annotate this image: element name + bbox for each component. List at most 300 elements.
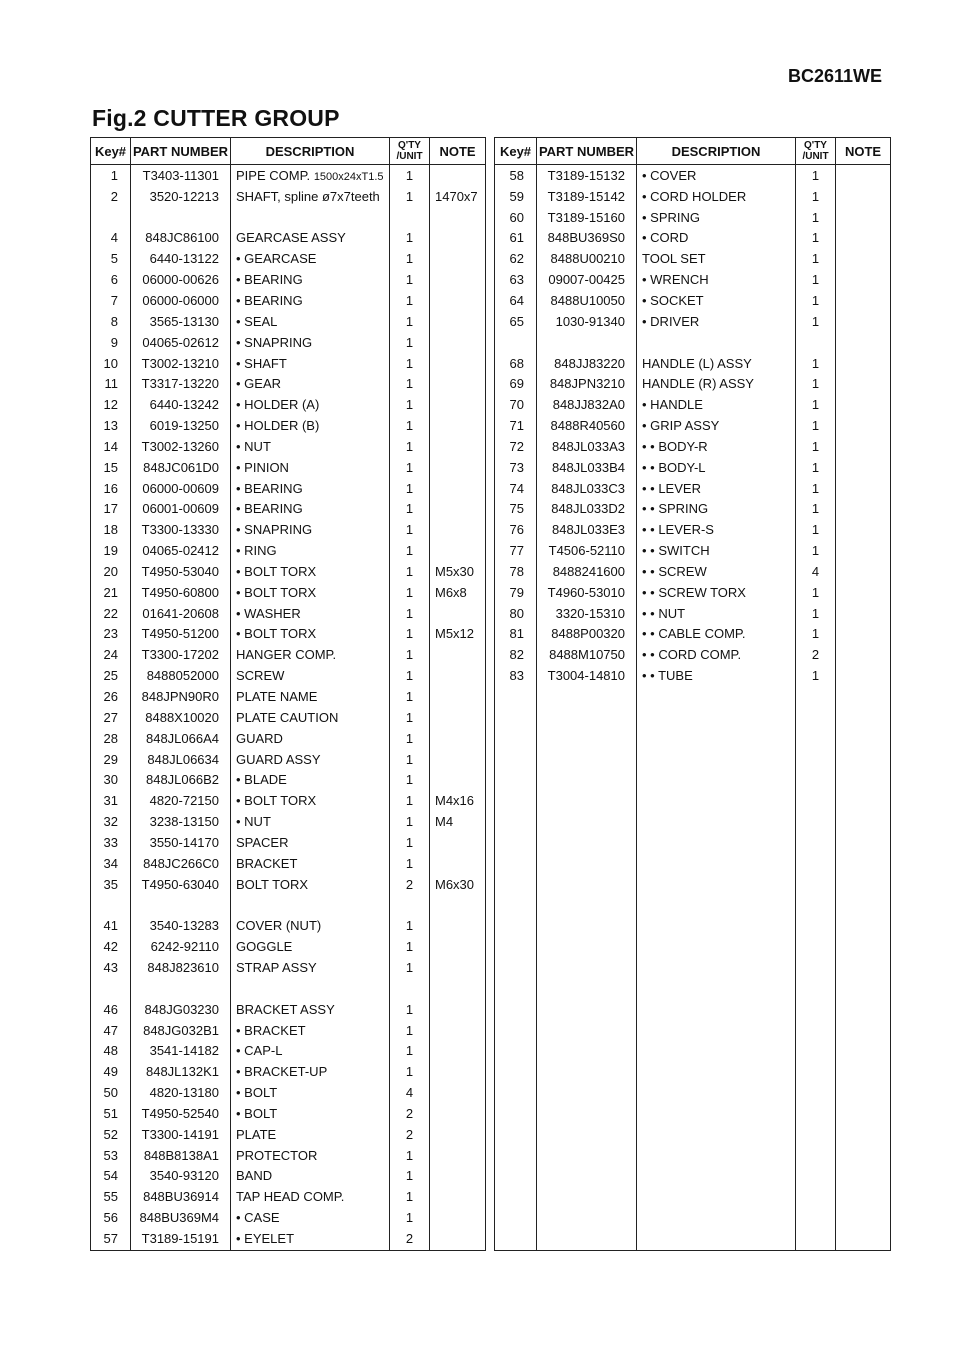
- description-cell: HANGER COMP.: [231, 644, 390, 665]
- description-cell: [637, 978, 796, 999]
- part-number-cell: 848JJ83220: [537, 353, 637, 374]
- key-cell: 79: [495, 582, 537, 603]
- description-cell: • EYELET: [231, 1228, 390, 1249]
- note-cell: [430, 1040, 486, 1061]
- qty-cell: 1: [796, 499, 836, 520]
- description-cell: BOLT TORX: [231, 874, 390, 895]
- part-number-cell: [537, 1040, 637, 1061]
- note-cell: [836, 519, 891, 540]
- part-number-cell: [537, 874, 637, 895]
- key-cell: 4: [91, 228, 131, 249]
- note-cell: [836, 269, 891, 290]
- key-cell: 72: [495, 436, 537, 457]
- part-number-cell: [537, 769, 637, 790]
- table-row: [91, 832, 486, 853]
- part-number-cell: [131, 207, 231, 228]
- note-cell: [836, 874, 891, 895]
- qty-cell: [796, 686, 836, 707]
- header-key: Key#: [495, 138, 537, 165]
- qty-cell: [796, 1061, 836, 1082]
- note-cell: [430, 290, 486, 311]
- qty-cell: 1: [390, 499, 430, 520]
- key-cell: 65: [495, 311, 537, 332]
- table-row: [91, 332, 486, 353]
- table-row: [91, 978, 486, 999]
- qty-cell: 1: [390, 832, 430, 853]
- qty-cell: 1: [390, 1145, 430, 1166]
- key-cell: 29: [91, 749, 131, 770]
- note-cell: M5x30: [430, 561, 486, 582]
- key-cell: 42: [91, 936, 131, 957]
- table-row: [495, 1103, 891, 1124]
- table-row: [91, 915, 486, 936]
- note-cell: [430, 957, 486, 978]
- table-row: [91, 811, 486, 832]
- description-cell: PLATE NAME: [231, 686, 390, 707]
- note-cell: [430, 1103, 486, 1124]
- table-row: [91, 582, 486, 603]
- key-cell: [495, 769, 537, 790]
- table-row: [91, 749, 486, 770]
- part-number-cell: 8488M10750: [537, 644, 637, 665]
- note-cell: [430, 1061, 486, 1082]
- key-cell: [495, 1103, 537, 1124]
- table-row: [91, 624, 486, 645]
- qty-cell: 2: [390, 874, 430, 895]
- qty-cell: [796, 1186, 836, 1207]
- note-cell: [836, 436, 891, 457]
- note-cell: [836, 457, 891, 478]
- qty-cell: [796, 1207, 836, 1228]
- qty-cell: 1: [390, 790, 430, 811]
- qty-cell: 1: [796, 582, 836, 603]
- key-cell: 77: [495, 540, 537, 561]
- qty-cell: 1: [390, 540, 430, 561]
- note-cell: [836, 1082, 891, 1103]
- key-cell: 59: [495, 186, 537, 207]
- description-cell: • WRENCH: [637, 269, 796, 290]
- qty-cell: 1: [390, 665, 430, 686]
- description-cell: [637, 1166, 796, 1187]
- qty-cell: 2: [390, 1124, 430, 1145]
- part-number-cell: T3002-13260: [131, 436, 231, 457]
- qty-cell: 1: [796, 457, 836, 478]
- description-cell: [231, 207, 390, 228]
- part-number-cell: 848J823610: [131, 957, 231, 978]
- table-row: [495, 707, 891, 728]
- table-row: [91, 769, 486, 790]
- qty-cell: 4: [390, 1082, 430, 1103]
- note-cell: [430, 999, 486, 1020]
- table-row: [91, 1166, 486, 1187]
- description-cell: [637, 832, 796, 853]
- qty-cell: 1: [796, 540, 836, 561]
- part-number-cell: T4506-52110: [537, 540, 637, 561]
- note-cell: [836, 1207, 891, 1228]
- part-number-cell: [537, 999, 637, 1020]
- part-number-cell: [537, 1020, 637, 1041]
- key-cell: [495, 978, 537, 999]
- qty-cell: 1: [390, 769, 430, 790]
- edge-cell: [91, 1249, 131, 1251]
- header-key: Key#: [91, 138, 131, 165]
- note-cell: M4: [430, 811, 486, 832]
- key-cell: 74: [495, 478, 537, 499]
- qty-cell: 1: [390, 728, 430, 749]
- part-number-cell: [537, 1061, 637, 1082]
- key-cell: [91, 978, 131, 999]
- table-row: [495, 853, 891, 874]
- part-number-cell: 6242-92110: [131, 936, 231, 957]
- part-number-cell: 8488X10020: [131, 707, 231, 728]
- description-cell: • SEAL: [231, 311, 390, 332]
- note-cell: [836, 311, 891, 332]
- edge-cell: [430, 1249, 486, 1251]
- table-row: [495, 582, 891, 603]
- qty-cell: 1: [390, 957, 430, 978]
- key-cell: [495, 957, 537, 978]
- part-number-cell: 848JJ832A0: [537, 394, 637, 415]
- part-number-cell: [537, 1186, 637, 1207]
- qty-cell: 1: [390, 1207, 430, 1228]
- part-number-cell: 06001-00609: [131, 499, 231, 520]
- parts-table-right: [494, 137, 891, 1251]
- qty-cell: 1: [390, 644, 430, 665]
- part-number-cell: [537, 332, 637, 353]
- key-cell: [91, 207, 131, 228]
- table-row: [91, 1020, 486, 1041]
- description-cell: • • SPRING: [637, 499, 796, 520]
- key-cell: [495, 936, 537, 957]
- key-cell: 34: [91, 853, 131, 874]
- qty-cell: [796, 1124, 836, 1145]
- part-number-cell: 3238-13150: [131, 811, 231, 832]
- table-row: [495, 519, 891, 540]
- note-cell: [430, 373, 486, 394]
- description-cell: • BRACKET-UP: [231, 1061, 390, 1082]
- note-cell: [836, 1228, 891, 1249]
- qty-cell: 1: [390, 228, 430, 249]
- part-number-cell: 8488R40560: [537, 415, 637, 436]
- note-cell: [836, 1020, 891, 1041]
- part-number-cell: 06000-00609: [131, 478, 231, 499]
- part-number-cell: 3520-12213: [131, 186, 231, 207]
- key-cell: 2: [91, 186, 131, 207]
- qty-cell: 1: [796, 394, 836, 415]
- table-row: [91, 186, 486, 207]
- part-number-cell: [537, 1124, 637, 1145]
- table-row: [495, 207, 891, 228]
- description-cell: • CORD: [637, 228, 796, 249]
- part-number-cell: 09007-00425: [537, 269, 637, 290]
- description-cell: • GEAR: [231, 373, 390, 394]
- key-cell: 32: [91, 811, 131, 832]
- description-cell: GEARCASE ASSY: [231, 228, 390, 249]
- description-cell: [637, 769, 796, 790]
- qty-cell: 1: [796, 228, 836, 249]
- qty-cell: 1: [796, 186, 836, 207]
- note-cell: [430, 749, 486, 770]
- table-row: [91, 707, 486, 728]
- part-number-cell: [537, 936, 637, 957]
- note-cell: [836, 478, 891, 499]
- key-cell: 78: [495, 561, 537, 582]
- edge-cell: [637, 1249, 796, 1251]
- part-number-cell: T4950-63040: [131, 874, 231, 895]
- key-cell: 49: [91, 1061, 131, 1082]
- part-number-cell: [537, 749, 637, 770]
- table-row: [91, 1145, 486, 1166]
- note-cell: [836, 499, 891, 520]
- qty-cell: [796, 957, 836, 978]
- table-row: [495, 603, 891, 624]
- part-number-cell: T3403-11301: [131, 165, 231, 186]
- note-cell: [836, 728, 891, 749]
- part-number-cell: 848JL033C3: [537, 478, 637, 499]
- description-cell: • BLADE: [231, 769, 390, 790]
- key-cell: 14: [91, 436, 131, 457]
- part-number-cell: 848JPN90R0: [131, 686, 231, 707]
- part-number-cell: 848JL066A4: [131, 728, 231, 749]
- note-cell: [836, 1040, 891, 1061]
- description-cell: • BOLT: [231, 1082, 390, 1103]
- part-number-cell: 848JL06634: [131, 749, 231, 770]
- table-row: [495, 332, 891, 353]
- description-cell: • NUT: [231, 436, 390, 457]
- parts-table-right-body: [495, 165, 891, 1251]
- part-number-cell: 6440-13242: [131, 394, 231, 415]
- qty-cell: 2: [390, 1228, 430, 1249]
- qty-cell: 1: [390, 1166, 430, 1187]
- table-row: [495, 874, 891, 895]
- qty-cell: [796, 769, 836, 790]
- description-cell: • BEARING: [231, 290, 390, 311]
- table-row: [91, 665, 486, 686]
- note-cell: [430, 228, 486, 249]
- table-row: [91, 478, 486, 499]
- note-cell: [836, 957, 891, 978]
- qty-cell: [796, 728, 836, 749]
- note-cell: [836, 853, 891, 874]
- key-cell: 63: [495, 269, 537, 290]
- key-cell: [495, 1207, 537, 1228]
- part-number-cell: [537, 1207, 637, 1228]
- note-cell: [430, 1207, 486, 1228]
- key-cell: 12: [91, 394, 131, 415]
- part-number-cell: [131, 978, 231, 999]
- key-cell: 5: [91, 248, 131, 269]
- part-number-cell: 01641-20608: [131, 603, 231, 624]
- part-number-cell: 4820-13180: [131, 1082, 231, 1103]
- description-cell: [637, 728, 796, 749]
- description-cell: • • TUBE: [637, 665, 796, 686]
- note-cell: [430, 1145, 486, 1166]
- qty-cell: 1: [390, 811, 430, 832]
- part-number-cell: 06000-06000: [131, 290, 231, 311]
- description-cell: • SOCKET: [637, 290, 796, 311]
- description-cell: [231, 978, 390, 999]
- note-cell: [430, 1186, 486, 1207]
- part-number-cell: 4820-72150: [131, 790, 231, 811]
- qty-cell: [390, 207, 430, 228]
- key-cell: 82: [495, 644, 537, 665]
- table-row: [91, 519, 486, 540]
- note-cell: [836, 686, 891, 707]
- qty-cell: [796, 874, 836, 895]
- qty-cell: 1: [390, 1061, 430, 1082]
- part-number-cell: 848BU36914: [131, 1186, 231, 1207]
- header-description: DESCRIPTION: [231, 138, 390, 165]
- part-number-cell: 3550-14170: [131, 832, 231, 853]
- note-cell: [836, 665, 891, 686]
- table-row: [495, 290, 891, 311]
- description-cell: [637, 707, 796, 728]
- table-row: [495, 228, 891, 249]
- table-row: [91, 394, 486, 415]
- header-qty-line1: Q'TY: [398, 140, 421, 151]
- part-number-cell: 8488U00210: [537, 248, 637, 269]
- description-cell: [637, 1228, 796, 1249]
- table-row: [91, 415, 486, 436]
- note-cell: [836, 915, 891, 936]
- note-cell: [836, 186, 891, 207]
- description-cell: [637, 1124, 796, 1145]
- table-row: [91, 207, 486, 228]
- note-cell: [430, 853, 486, 874]
- qty-cell: 1: [796, 478, 836, 499]
- description-cell: • BEARING: [231, 269, 390, 290]
- key-cell: 30: [91, 769, 131, 790]
- description-cell: PLATE CAUTION: [231, 707, 390, 728]
- table-row: [91, 1124, 486, 1145]
- part-number-cell: 1030-91340: [537, 311, 637, 332]
- part-number-cell: T3004-14810: [537, 665, 637, 686]
- note-cell: M5x12: [430, 624, 486, 645]
- table-header-row: [495, 138, 891, 165]
- description-cell: • SPRING: [637, 207, 796, 228]
- note-cell: [430, 978, 486, 999]
- part-number-cell: T3300-17202: [131, 644, 231, 665]
- key-cell: 9: [91, 332, 131, 353]
- part-number-cell: 3565-13130: [131, 311, 231, 332]
- key-cell: 55: [91, 1186, 131, 1207]
- part-number-cell: 848BU369M4: [131, 1207, 231, 1228]
- note-cell: [430, 353, 486, 374]
- description-cell: [637, 915, 796, 936]
- note-cell: [836, 769, 891, 790]
- table-row: [495, 686, 891, 707]
- description-cell: [637, 957, 796, 978]
- header-note: NOTE: [430, 138, 486, 165]
- part-number-cell: T3300-14191: [131, 1124, 231, 1145]
- note-cell: [836, 394, 891, 415]
- qty-cell: 1: [390, 457, 430, 478]
- part-number-cell: [537, 1166, 637, 1187]
- note-cell: [430, 665, 486, 686]
- key-cell: 52: [91, 1124, 131, 1145]
- description-cell: [637, 874, 796, 895]
- qty-cell: 1: [390, 686, 430, 707]
- key-cell: 15: [91, 457, 131, 478]
- part-number-cell: T3189-15191: [131, 1228, 231, 1249]
- description-cell: GOGGLE: [231, 936, 390, 957]
- qty-cell: 1: [390, 332, 430, 353]
- qty-cell: [796, 999, 836, 1020]
- part-number-cell: 8488052000: [131, 665, 231, 686]
- description-cell: • BOLT TORX: [231, 624, 390, 645]
- header-note: NOTE: [836, 138, 891, 165]
- description-cell: • • BODY-R: [637, 436, 796, 457]
- note-cell: [836, 290, 891, 311]
- key-cell: 7: [91, 290, 131, 311]
- qty-cell: 1: [390, 853, 430, 874]
- table-row: [495, 248, 891, 269]
- description-cell: [637, 749, 796, 770]
- key-cell: [495, 1040, 537, 1061]
- key-cell: 13: [91, 415, 131, 436]
- description-cell: • COVER: [637, 165, 796, 186]
- key-cell: 64: [495, 290, 537, 311]
- table-row: [495, 936, 891, 957]
- qty-cell: [796, 978, 836, 999]
- qty-cell: 1: [796, 373, 836, 394]
- description-cell: • SNAPRING: [231, 519, 390, 540]
- key-cell: 10: [91, 353, 131, 374]
- description-cell: • • SCREW: [637, 561, 796, 582]
- note-cell: [836, 415, 891, 436]
- qty-cell: 1: [796, 519, 836, 540]
- key-cell: [495, 915, 537, 936]
- part-number-cell: [131, 895, 231, 916]
- table-row: [495, 1186, 891, 1207]
- edge-cell: [537, 1249, 637, 1251]
- qty-cell: 1: [796, 269, 836, 290]
- key-cell: 48: [91, 1040, 131, 1061]
- key-cell: [495, 832, 537, 853]
- note-cell: [836, 1145, 891, 1166]
- qty-cell: 1: [390, 936, 430, 957]
- part-number-cell: 848JC86100: [131, 228, 231, 249]
- description-cell: • BOLT: [231, 1103, 390, 1124]
- key-cell: 18: [91, 519, 131, 540]
- table-row: [495, 1166, 891, 1187]
- key-cell: 21: [91, 582, 131, 603]
- key-cell: 73: [495, 457, 537, 478]
- part-number-cell: 848JG03230: [131, 999, 231, 1020]
- qty-cell: 1: [390, 373, 430, 394]
- description-cell: [637, 1207, 796, 1228]
- table-row: [495, 415, 891, 436]
- description-cell: • HOLDER (B): [231, 415, 390, 436]
- table-row: [495, 644, 891, 665]
- part-number-cell: 6019-13250: [131, 415, 231, 436]
- key-cell: [91, 895, 131, 916]
- table-row: [495, 561, 891, 582]
- part-number-cell: [537, 811, 637, 832]
- description-cell: [637, 853, 796, 874]
- table-row: [91, 957, 486, 978]
- qty-cell: 1: [390, 269, 430, 290]
- description-cell: • • LEVER-S: [637, 519, 796, 540]
- note-cell: [430, 269, 486, 290]
- key-cell: 58: [495, 165, 537, 186]
- description-cell: [637, 332, 796, 353]
- qty-cell: 4: [796, 561, 836, 582]
- note-cell: [836, 603, 891, 624]
- part-number-cell: 8488U10050: [537, 290, 637, 311]
- table-row: [91, 1061, 486, 1082]
- description-cell: • CASE: [231, 1207, 390, 1228]
